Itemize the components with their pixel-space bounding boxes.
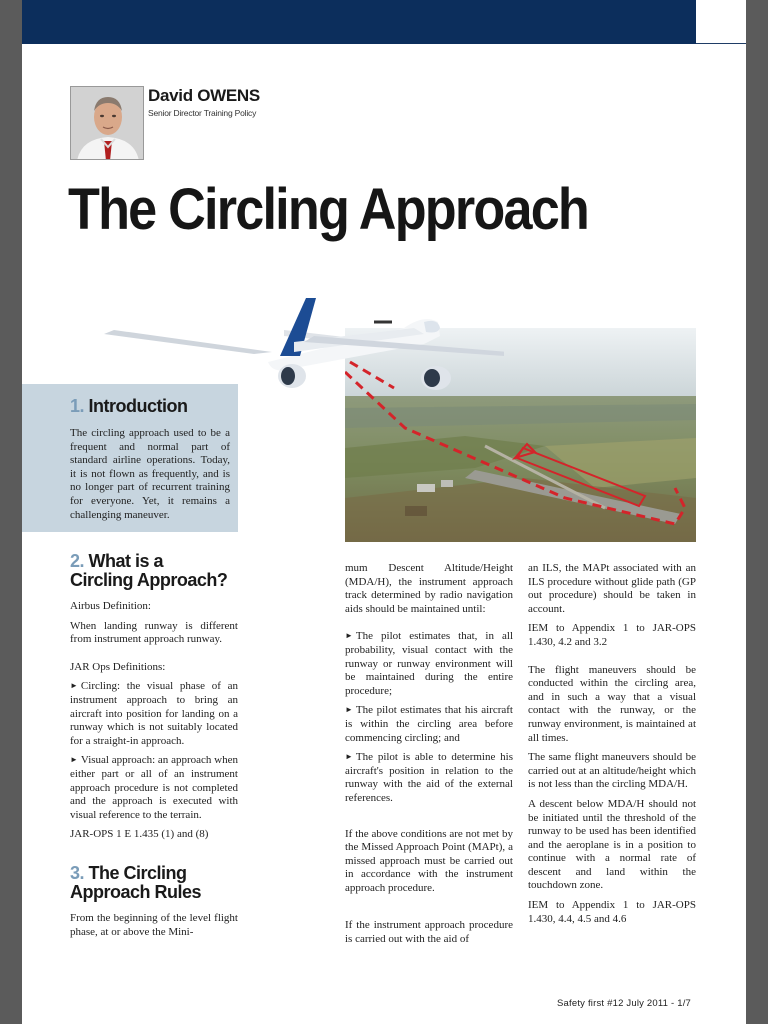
condition-bullet: ► The pilot is able to determine his aircraft's position in relation to the runway with the aid of the external references. xyxy=(345,751,513,805)
section-title-line2: Approach Rules xyxy=(70,881,202,902)
introduction-text: The circling approach used to be a frequent and normal part of standard airline operations. Today, it is not flown as frequently, and is no longer part of recurrent training for everyone. Yet, it remains a challenging maneuver. xyxy=(70,427,230,521)
author-name: David OWENS xyxy=(148,86,260,105)
section-heading-what-is xyxy=(70,552,238,590)
jar-reference: IEM to Appendix 1 to JAR-OPS 1.430, 4.4, 4.5 and 4.6 xyxy=(528,899,696,925)
condition-bullet: ► The pilot estimates that his aircraft is within the circling area before commencing circling; and xyxy=(345,704,513,745)
paragraph: The same flight maneuvers should be carried out at an altitude/height which is not less than the circling MDA/H. xyxy=(528,751,696,791)
page-footer: Safety first #12 July 2011 - 1/7 xyxy=(557,998,692,1009)
section-number: 2. xyxy=(70,551,85,571)
paragraph: If the above conditions are not met by the Missed Approach Point (MAPt), a missed approach must be carried out in accordance with the instrument approach procedure. xyxy=(345,827,513,894)
column-2 xyxy=(345,562,513,947)
section-title-line2: Circling Approach? xyxy=(70,570,228,590)
paragraph: If the instrument approach procedure is carried out with the aid of xyxy=(345,919,513,946)
section-title-line1: The Circling xyxy=(88,862,187,883)
jar-reference: JAR-OPS 1 E 1.435 (1) and (8) xyxy=(70,828,209,841)
jar-reference: IEM to Appendix 1 to JAR-OPS 1.430, 4.2 and 3.2 xyxy=(528,622,696,648)
section-heading-introduction xyxy=(70,396,230,417)
column-1 xyxy=(70,552,238,939)
airbus-definition-heading: Airbus Definition: xyxy=(70,600,151,612)
author-role: Senior Director Training Policy xyxy=(148,108,257,118)
section-number: 3. xyxy=(70,862,85,883)
paragraph: mum Descent Altitude/Height (MDA/H), the instrument approach track determined by radio navigation aids should be maintained until: xyxy=(345,562,513,615)
paragraph: A descent below MDA/H should not be initiated until the threshold of the runway to be used has been identified and the aeroplane is in a position to continue with a normal rate of descent and land within the touchdown zone. xyxy=(528,797,696,892)
section-heading-rules xyxy=(70,864,238,902)
jar-bullet: ► Visual approach: an approach when either part or all of an instrument approach procedure is not completed and the approach is executed with visual reference to the terrain. xyxy=(70,754,238,822)
introduction-box xyxy=(22,384,238,532)
document-page xyxy=(22,0,746,1024)
section-title-line1: What is a xyxy=(88,551,164,571)
airbus-definition-text: When landing runway is different from instrument approach runway. xyxy=(70,619,238,646)
header-bar xyxy=(22,0,696,44)
jar-bullet: ► Circling: the visual phase of an instrument approach to bring an aircraft into position for landing on a runway which is not suitably located for a straight-in approach. xyxy=(70,680,238,748)
author-photo xyxy=(70,86,144,160)
paragraph: an ILS, the MAPt associated with an ILS procedure without glide path (GP out procedure) should be taken in account. xyxy=(528,562,696,615)
rules-text: From the beginning of the level flight phase, at or above the Mini- xyxy=(70,911,238,938)
header-bar-corner xyxy=(696,0,746,44)
condition-bullet: ► The pilot estimates that, in all probability, visual contact with the runway or runway environment will be maintained during the entire procedure; xyxy=(345,630,513,698)
column-3 xyxy=(528,562,696,926)
section-title: Introduction xyxy=(88,396,188,416)
paragraph: The flight maneuvers should be conducted within the circling area, and in such a way that a visual contact with the runway, or the runway environment, is maintained at all times. xyxy=(528,663,696,744)
article-title: The Circling Approach xyxy=(68,177,589,242)
jar-definitions-heading: JAR Ops Definitions: xyxy=(70,660,166,673)
section-number: 1. xyxy=(70,396,85,416)
